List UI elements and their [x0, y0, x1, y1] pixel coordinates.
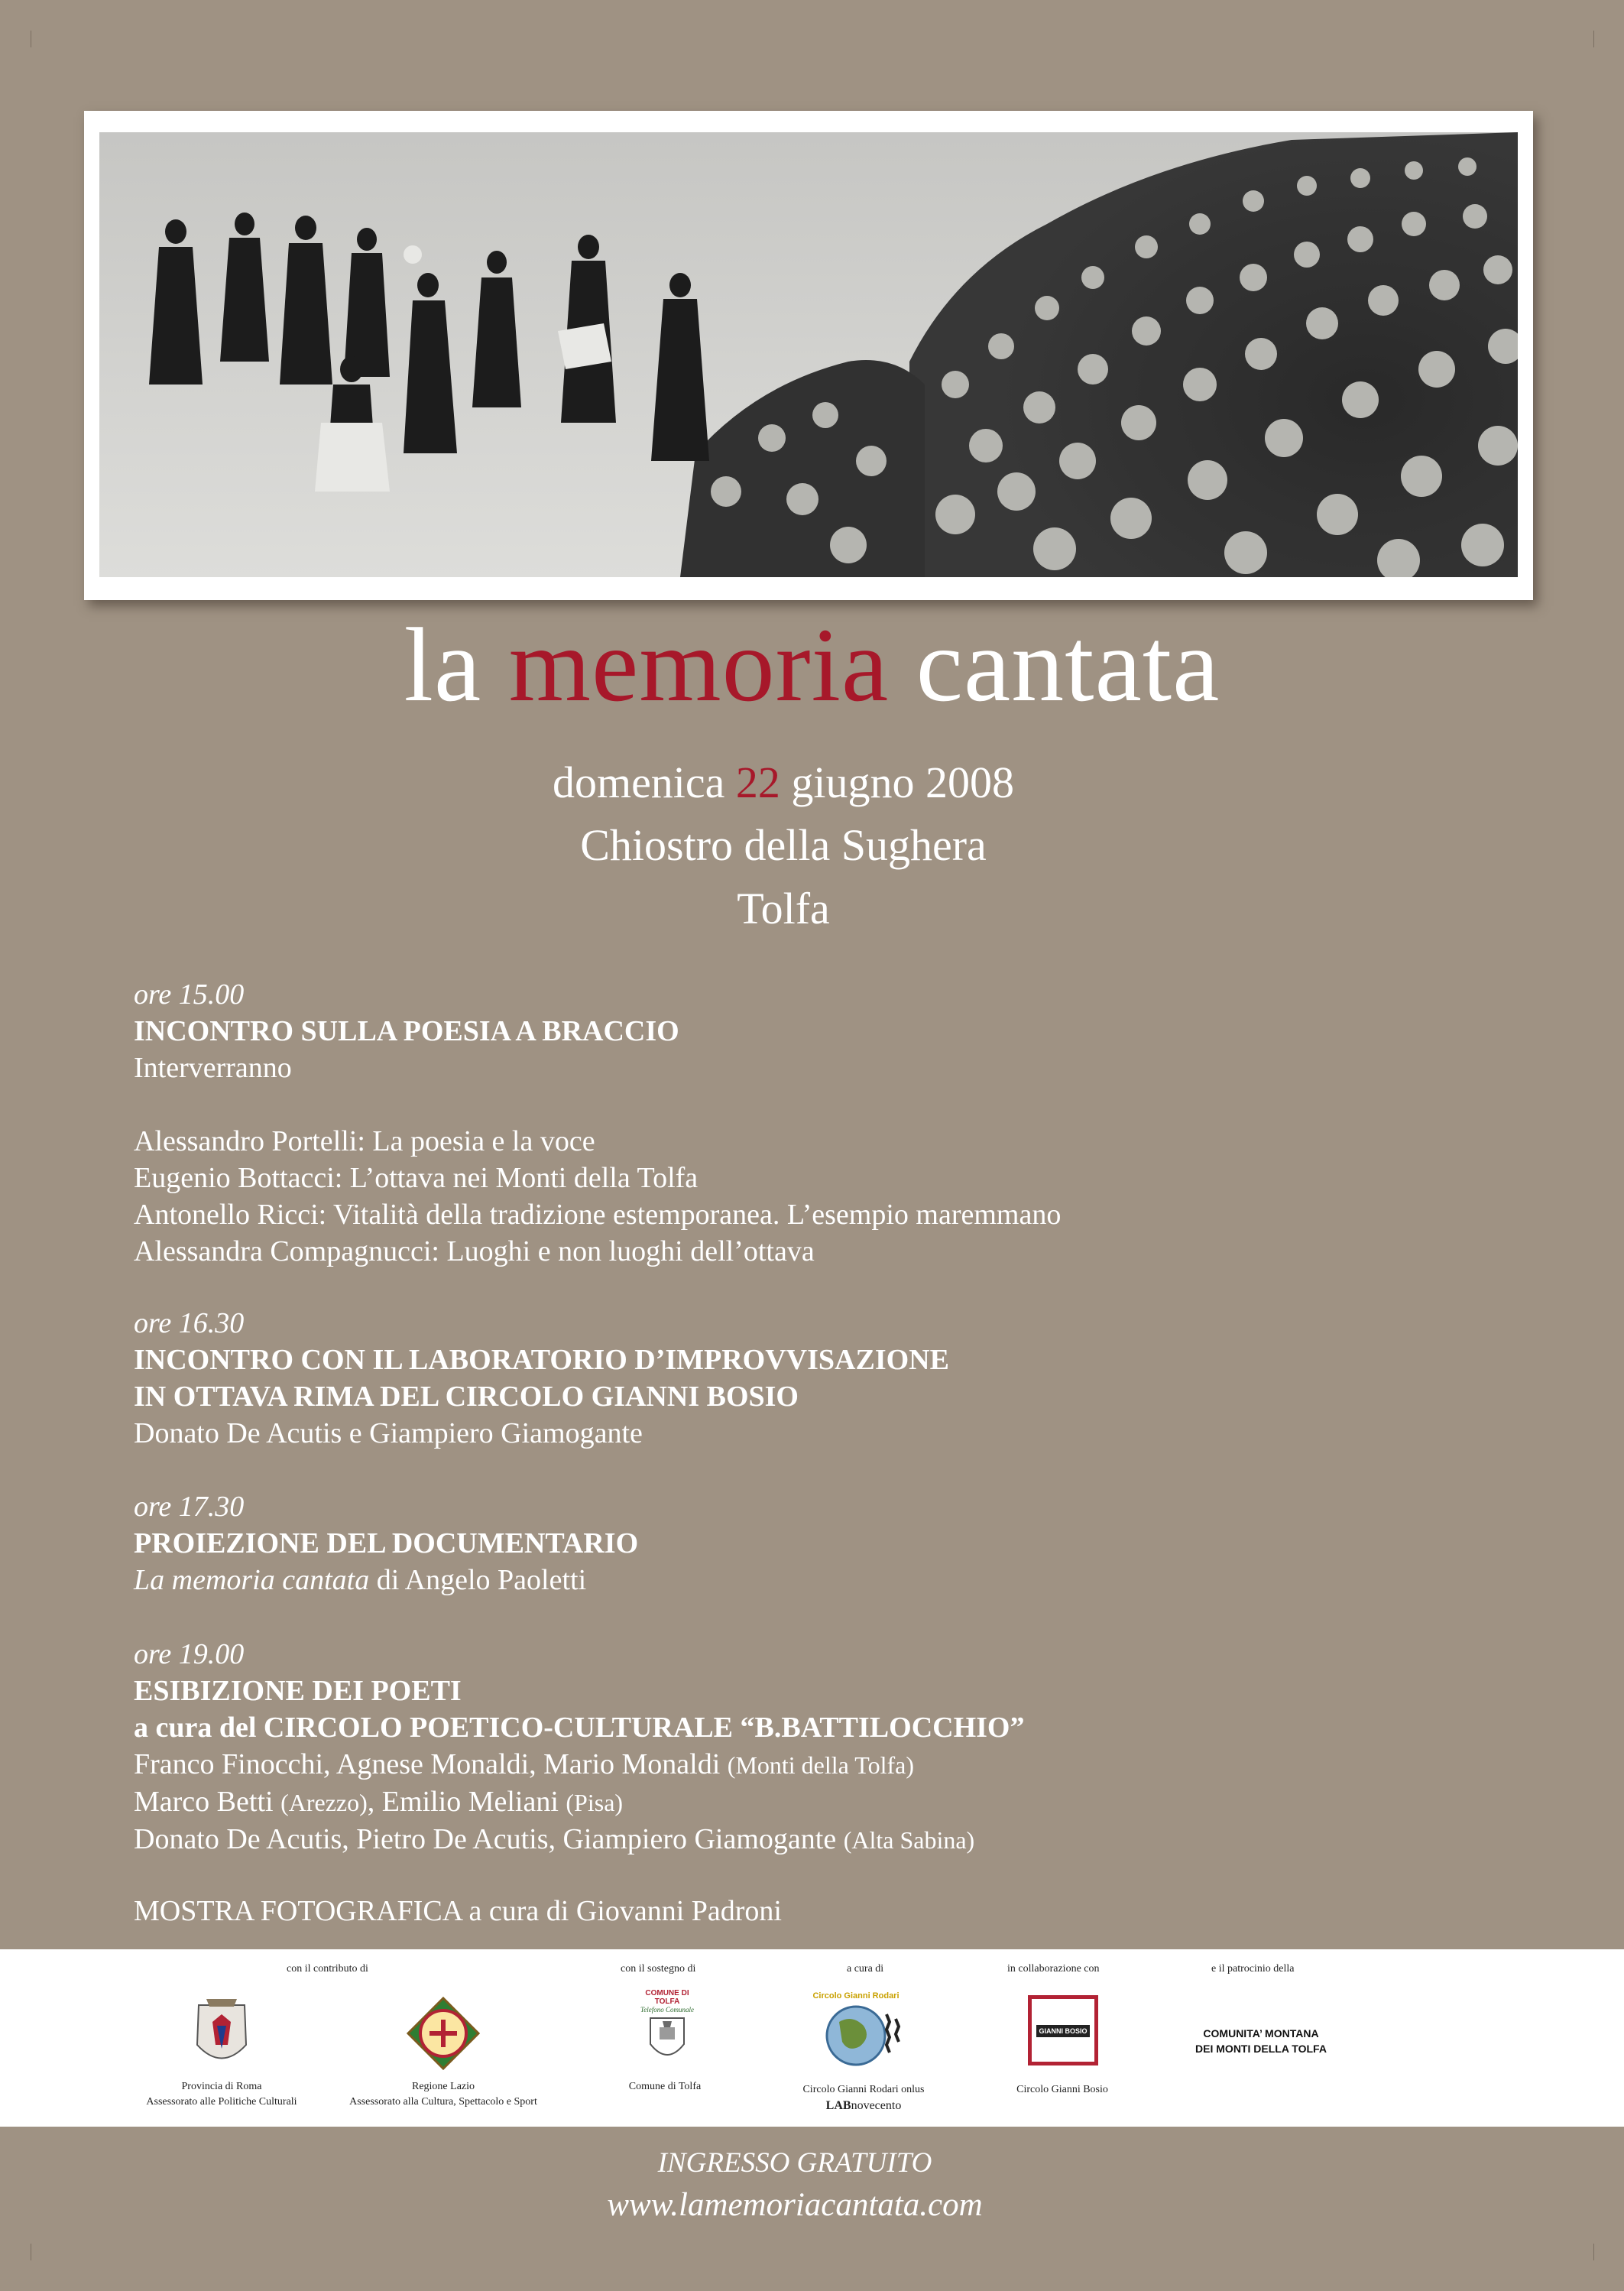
program-section-1	[134, 976, 1061, 1270]
program-section-3	[134, 1488, 638, 1598]
speaker-line: Antonello Ricci: Vitalità della tradizione estemporanea. L’esempio maremmano	[134, 1199, 1062, 1231]
exhibition-line: MOSTRA FOTOGRAFICA a cura di Giovanni Padroni	[134, 1895, 782, 1927]
comunita-line1: COMUNITA’ MONTANA	[1203, 2027, 1319, 2040]
label-collaborazione: in collaborazione con	[1007, 1963, 1100, 1975]
heading-s1: INCONTRO SULLA POESIA A BRACCIO	[134, 1015, 679, 1047]
rodari-logo-text: Circolo Gianni Rodari	[812, 1991, 900, 2001]
date-prefix: domenica	[552, 758, 725, 807]
poets-place: (Pisa)	[566, 1789, 624, 1816]
label-patrocinio: e il patrocinio della	[1211, 1963, 1295, 1975]
poets-names: , Emilio Meliani	[367, 1786, 566, 1818]
website-url[interactable]: www.lamemoriacantata.com	[607, 2187, 983, 2223]
provincia-sub: Assessorato alle Politiche Culturali	[146, 2096, 297, 2108]
regione-name: Regione Lazio	[411, 2081, 475, 2092]
poets-place: (Monti della Tolfa)	[727, 1751, 914, 1779]
photo-frame	[84, 111, 1533, 600]
film-line	[134, 1562, 638, 1598]
bosio-logo-bar	[1036, 2025, 1090, 2037]
poets-line-2	[134, 1783, 1025, 1821]
regione-sub: Assessorato alla Cultura, Spettacolo e Sport	[349, 2096, 537, 2108]
crop-mark-bottom-right	[1577, 2244, 1594, 2260]
time-s1: ore 15.00	[134, 978, 245, 1011]
time-s4: ore 19.00	[134, 1638, 245, 1670]
program-section-4	[134, 1636, 1025, 1858]
film-author: di Angelo Paoletti	[369, 1564, 587, 1596]
date-day: 22	[735, 758, 780, 807]
regione-lazio-emblem-icon	[405, 1995, 481, 2072]
intro-s1: Interverranno	[134, 1052, 292, 1084]
heading-s3: PROIEZIONE DEL DOCUMENTARIO	[134, 1527, 639, 1559]
time-s2: ore 16.30	[134, 1307, 245, 1339]
speaker-line: Alessandro Portelli: La poesia e la voce	[134, 1125, 595, 1157]
sponsor-band	[0, 1949, 1624, 2127]
title-memoria: memoria	[508, 606, 890, 723]
film-title: La memoria cantata	[134, 1564, 370, 1596]
poets-names: Franco Finocchi, Agnese Monaldi, Mario Monaldi	[134, 1748, 728, 1780]
rodari-name: Circolo Gianni Rodari onlus	[802, 2084, 925, 2095]
crop-mark-top-left	[31, 31, 48, 47]
speaker-line: Eugenio Bottacci: L’ottava nei Monti della Tolfa	[134, 1162, 699, 1194]
bosio-logo	[1028, 1995, 1098, 2065]
provincia-roma-crest-icon	[183, 1991, 260, 2075]
poets-line-1	[134, 1746, 1025, 1783]
comune-logo-top: COMUNE DI TOLFA	[645, 1989, 689, 2006]
names-s2: Donato De Acutis e Giampiero Giamogante	[134, 1417, 643, 1449]
bosio-logo-b: BOSIO	[1065, 2027, 1088, 2035]
historical-photo-crowd	[99, 132, 1518, 577]
program-section-2	[134, 1305, 949, 1452]
heading-s2-line2: IN OTTAVA RIMA DEL CIRCOLO GIANNI BOSIO	[134, 1381, 799, 1413]
rodari-logo	[810, 1991, 909, 2075]
bosio-name: Circolo Gianni Bosio	[1016, 2084, 1108, 2095]
crop-mark-bottom-left	[31, 2244, 48, 2260]
crop-mark-top-right	[1577, 31, 1594, 47]
event-venue: Chiostro della Sughera	[580, 820, 987, 870]
tolfa-shield-icon	[644, 2014, 690, 2067]
event-town: Tolfa	[737, 884, 830, 933]
comune-tolfa-logo	[633, 1989, 702, 2070]
crowd-photo-illustration	[99, 132, 1518, 577]
poets-place: (Alta Sabina)	[843, 1826, 975, 1854]
bosio-logo-a: GIANNI	[1039, 2027, 1063, 2035]
event-title	[0, 604, 1624, 725]
title-la: la	[404, 606, 482, 723]
poets-names: Donato De Acutis, Pietro De Acutis, Giampiero Giamogante	[134, 1823, 844, 1855]
lab-novecento	[825, 2099, 902, 2113]
label-a-cura: a cura di	[847, 1963, 884, 1975]
title-cantata: cantata	[916, 606, 1220, 723]
poets-line-3	[134, 1821, 1025, 1858]
poets-names: Marco Betti	[134, 1786, 281, 1818]
label-sostegno: con il sostegno di	[621, 1963, 696, 1975]
poets-place: (Arezzo)	[280, 1789, 368, 1816]
label-contributo: con il contributo di	[287, 1963, 368, 1975]
time-s3: ore 17.30	[134, 1491, 245, 1523]
heading-s4-line2: a cura del CIRCOLO POETICO-CULTURALE “B.BATTILOCCHIO”	[134, 1712, 1025, 1744]
comunita-line2: DEI MONTI DELLA TOLFA	[1195, 2043, 1327, 2055]
comune-logo-mid: Telefono Comunale	[640, 2006, 694, 2014]
lab-rest: novecento	[851, 2099, 902, 2112]
speaker-line: Alessandra Compagnucci: Luoghi e non luoghi dell’ottava	[134, 1235, 815, 1267]
heading-s4-line1: ESIBIZIONE DEI POETI	[134, 1675, 462, 1707]
comune-name: Comune di Tolfa	[628, 2081, 702, 2092]
event-date	[0, 757, 1567, 808]
globe-icon	[810, 1991, 909, 2075]
heading-s2-line1: INCONTRO CON IL LABORATORIO D’IMPROVVISAZIONE	[134, 1344, 949, 1376]
entry-free: INGRESSO GRATUITO	[657, 2147, 932, 2179]
date-suffix: giugno 2008	[791, 758, 1015, 807]
provincia-name: Provincia di Roma	[181, 2081, 262, 2092]
lab-bold: LAB	[825, 2099, 851, 2112]
